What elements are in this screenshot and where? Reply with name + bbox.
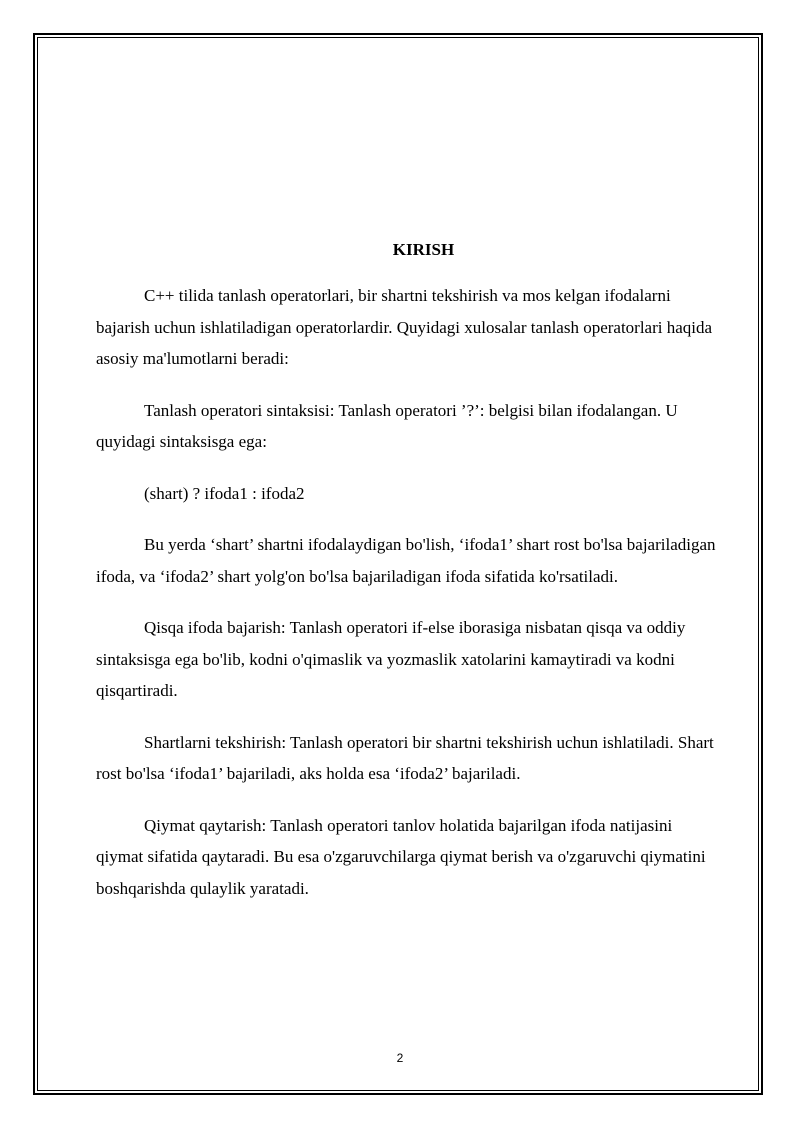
section-heading: KIRISH [392, 240, 455, 259]
page-number: 2 [396, 1051, 404, 1065]
paragraph-syntax-example: (shart) ? ifoda1 : ifoda2 [144, 483, 305, 503]
document-body [96, 240, 716, 924]
paragraph-syntax: Tanlash operatori sintaksisi: Tanlash operatori ’?’: belgisi bilan ifodalangan. U quyidagi sintaksisga ega: [96, 400, 678, 451]
paragraph-intro: C++ tilida tanlash operatorlari, bir shartni tekshirish va mos kelgan ifodalarni bajarish uchun ishlatiladigan operatorlardir. Quyidagi xulosalar tanlash operatorlari haqida asosiy ma'lumotlarni beradi: [96, 286, 713, 368]
paragraph-explanation: Bu yerda ‘shart’ shartni ifodalaydigan bo'lish, ‘ifoda1’ shart rost bo'lsa bajariladigan ifoda, va ‘ifoda2’ shart yolg'on bo'lsa bajariladigan ifoda sifatida ko'rsatiladi. [96, 535, 716, 586]
paragraph-short-expression: Qisqa ifoda bajarish: Tanlash operatori if-else iborasiga nisbatan qisqa va oddiy sintaksisga ega bo'lib, kodni o'qimaslik va yozmaslik xatolarini kamaytiradi va kodni qisqartiradi. [96, 618, 686, 700]
paragraph-condition-check: Shartlarni tekshirish: Tanlash operatori bir shartni tekshirish uchun ishlatiladi. Shart rost bo'lsa ‘ifoda1’ bajariladi, aks holda esa ‘ifoda2’ bajariladi. [96, 732, 714, 783]
paragraph-return-value: Qiymat qaytarish: Tanlash operatori tanlov holatida bajarilgan ifoda natijasini qiymat sifatida qaytaradi. Bu esa o'zgaruvchilarga qiymat berish va o'zgaruvchi qiymatini boshqarishda qulaylik yaratadi. [96, 815, 706, 898]
